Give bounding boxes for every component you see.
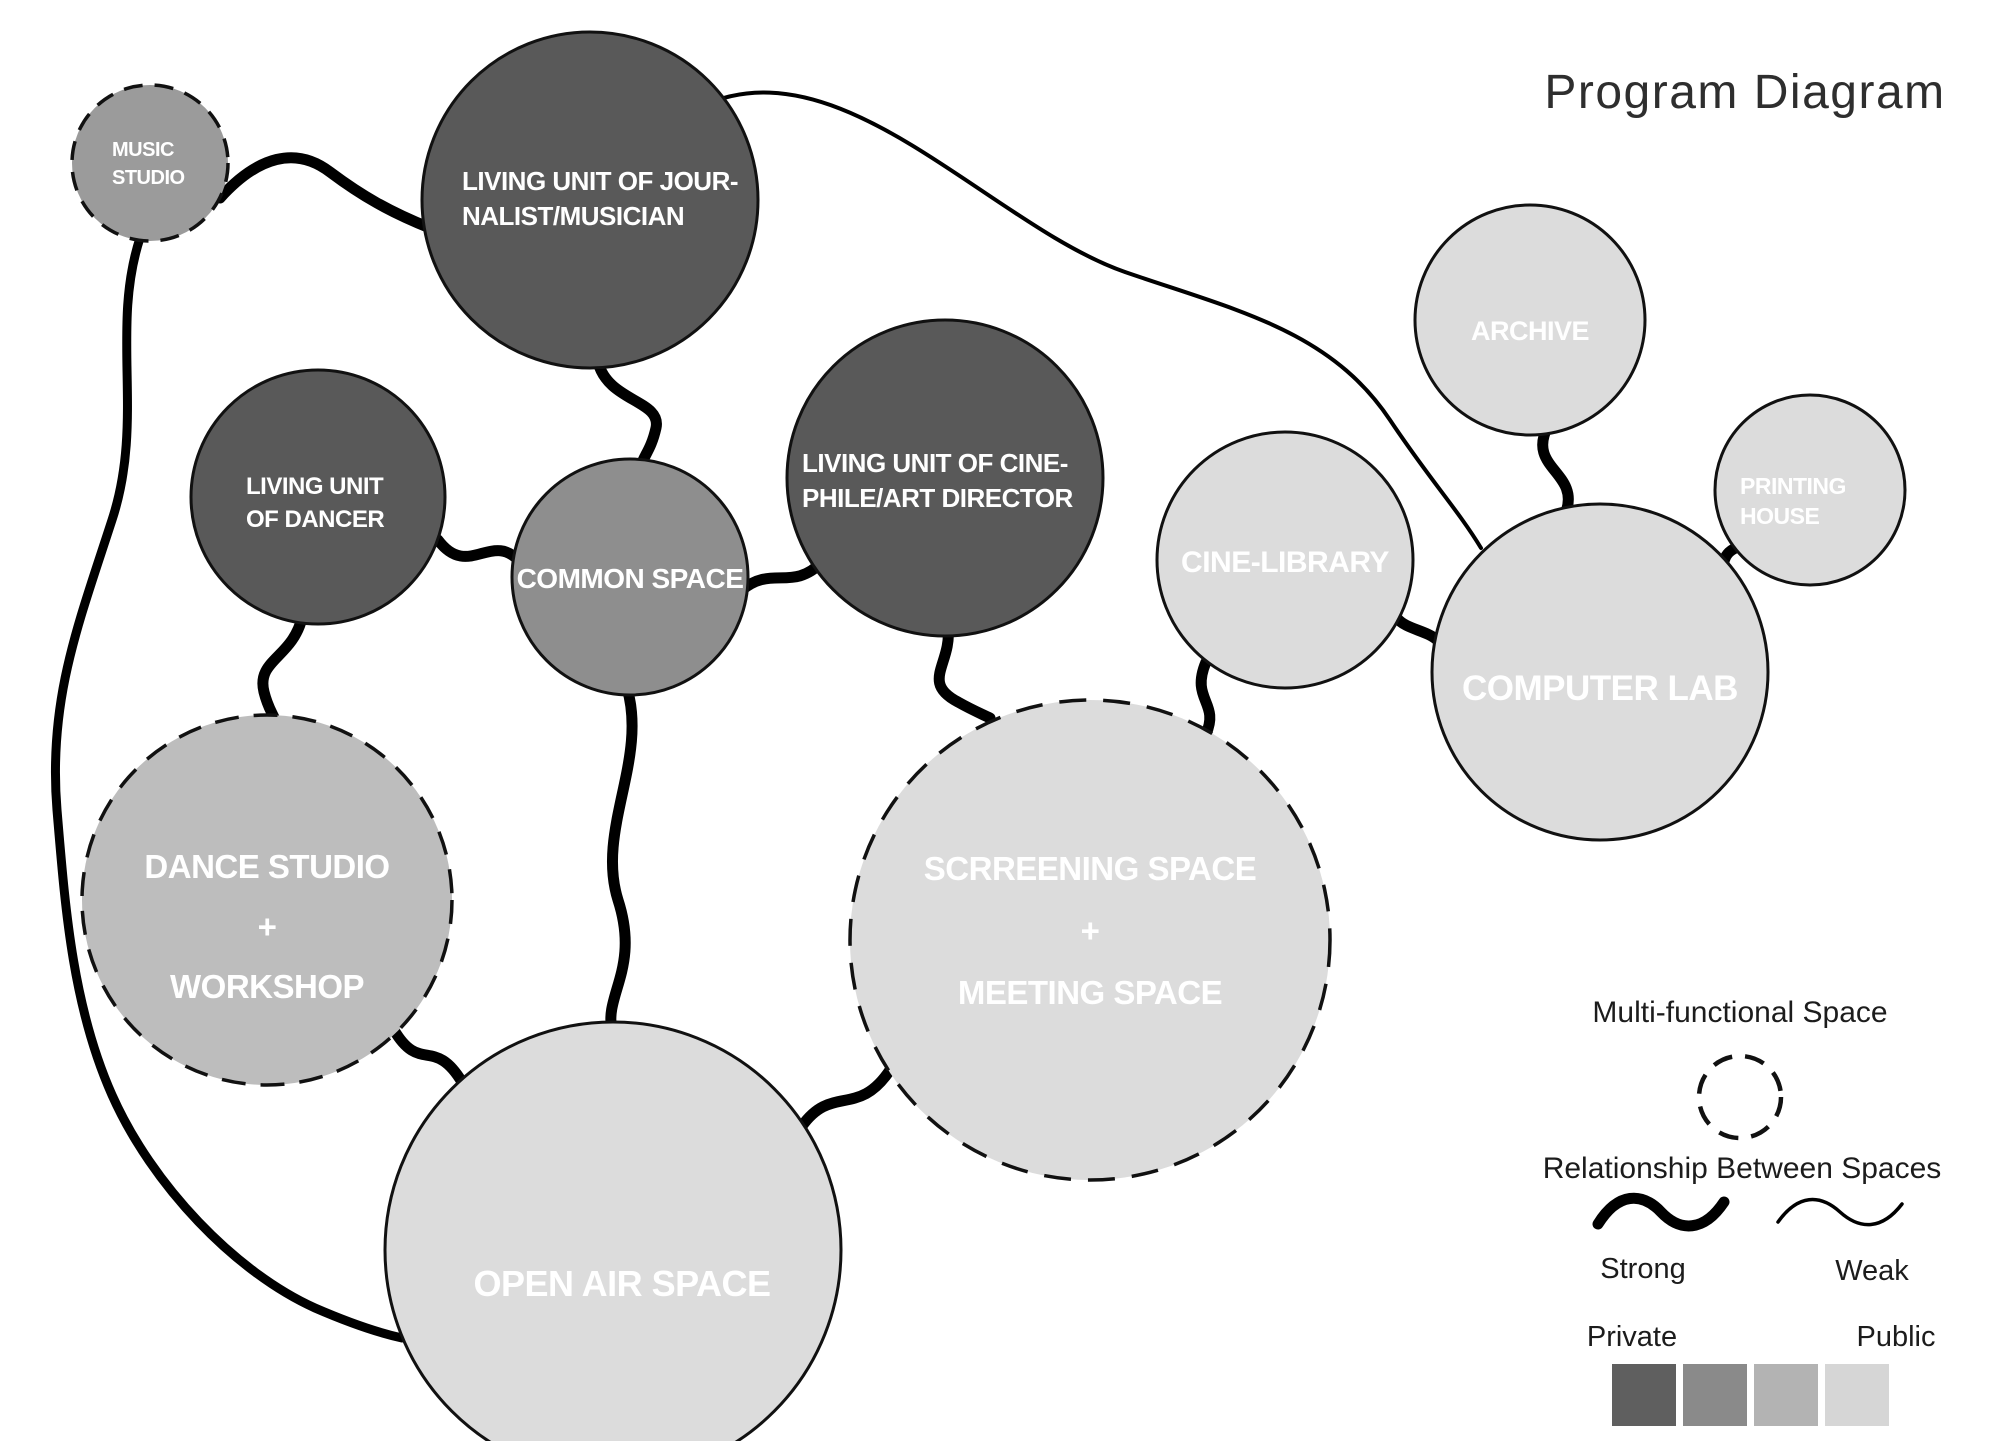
journalist-circle	[422, 32, 758, 368]
bubble-cine-library	[1157, 432, 1413, 688]
page-title: Program Diagram	[1544, 66, 1946, 119]
connector-cinephile-common	[742, 562, 822, 590]
music-studio-circle	[72, 85, 228, 241]
journalist-label-2: NALIST/MUSICIAN	[462, 201, 685, 231]
legend-weak-label: Weak	[1835, 1255, 1909, 1287]
screening-space-label-2: +	[1080, 912, 1100, 949]
connector-archive-computerlab	[1543, 426, 1569, 512]
printing-house-label-1: PRINTING	[1740, 473, 1846, 499]
connector-cinephile-screening	[939, 628, 990, 718]
legend-weak-wave-icon	[1778, 1200, 1902, 1225]
cinephile-label-2: PHILE/ART DIRECTOR	[802, 483, 1073, 513]
scale-swatch-1	[1612, 1364, 1676, 1426]
music-studio-label-1: MUSIC	[112, 139, 174, 161]
legend-public-label: Public	[1856, 1321, 1936, 1353]
legend-relationship-label: Relationship Between Spaces	[1542, 1152, 1942, 1185]
connector-dancestudio-openair	[394, 1030, 462, 1082]
connector-cinelibrary-screening	[1201, 662, 1210, 734]
legend-multi-functional-label: Multi-functional Space	[1592, 996, 1888, 1029]
legend-dashed-circle-icon	[1699, 1056, 1781, 1138]
scale-swatch-4	[1825, 1364, 1889, 1426]
legend-private-label: Private	[1586, 1321, 1678, 1353]
bubble-music-studio	[72, 85, 228, 241]
bubble-computer-lab	[1432, 504, 1768, 840]
bubble-screening-meeting-space	[850, 700, 1330, 1180]
scale-swatch-2	[1683, 1364, 1747, 1426]
dance-studio-label-2: +	[257, 908, 277, 945]
bubble-open-air-space	[385, 1022, 841, 1441]
connector-dancer-dancestudio	[263, 618, 302, 722]
open-air-space-circle	[385, 1022, 841, 1441]
cine-library-label: CINE-LIBRARY	[1181, 546, 1389, 579]
screening-space-label-1: SCRREENING SPACE	[923, 850, 1257, 887]
connector-dancer-common	[438, 540, 520, 562]
dance-studio-label-1: DANCE STUDIO	[144, 848, 390, 885]
connector-journalist-common	[598, 362, 656, 466]
bubble-archive	[1415, 205, 1645, 435]
connector-common-openair	[611, 688, 632, 1030]
cinephile-label-1: LIVING UNIT OF CINE-	[802, 448, 1068, 478]
printing-house-label-2: HOUSE	[1740, 503, 1820, 529]
scale-swatch-3	[1754, 1364, 1818, 1426]
connector-music-journalist	[220, 158, 430, 228]
legend	[1543, 996, 1942, 1426]
legend-strong-wave-icon	[1598, 1198, 1724, 1226]
bubble-living-unit-cinephile	[787, 320, 1103, 636]
music-studio-label-2: STUDIO	[112, 167, 185, 189]
journalist-label-1: LIVING UNIT OF JOUR-	[462, 166, 738, 196]
bubble-living-unit-dancer	[191, 370, 445, 624]
bubble-common-space	[512, 459, 748, 695]
dancer-label-2: OF DANCER	[246, 506, 385, 533]
legend-strong-label: Strong	[1600, 1253, 1686, 1285]
computer-lab-label: COMPUTER LAB	[1462, 669, 1738, 708]
dance-studio-circle	[82, 715, 452, 1085]
bubbles	[72, 32, 1905, 1441]
open-air-space-label: OPEN AIR SPACE	[473, 1263, 771, 1304]
archive-label: ARCHIVE	[1470, 316, 1590, 346]
dancer-label-1: LIVING UNIT	[246, 473, 384, 500]
screening-space-label-3: MEETING SPACE	[957, 974, 1223, 1011]
bubble-living-unit-journalist	[422, 32, 758, 368]
cinephile-circle	[787, 320, 1103, 636]
bubble-dance-studio-workshop	[82, 715, 452, 1085]
dance-studio-label-3: WORKSHOP	[170, 968, 364, 1005]
common-space-label: COMMON SPACE	[516, 563, 744, 594]
connector-openair-screening	[802, 1070, 890, 1126]
bubble-printing-house	[1715, 395, 1905, 585]
legend-private-public-scale	[1612, 1364, 1889, 1426]
